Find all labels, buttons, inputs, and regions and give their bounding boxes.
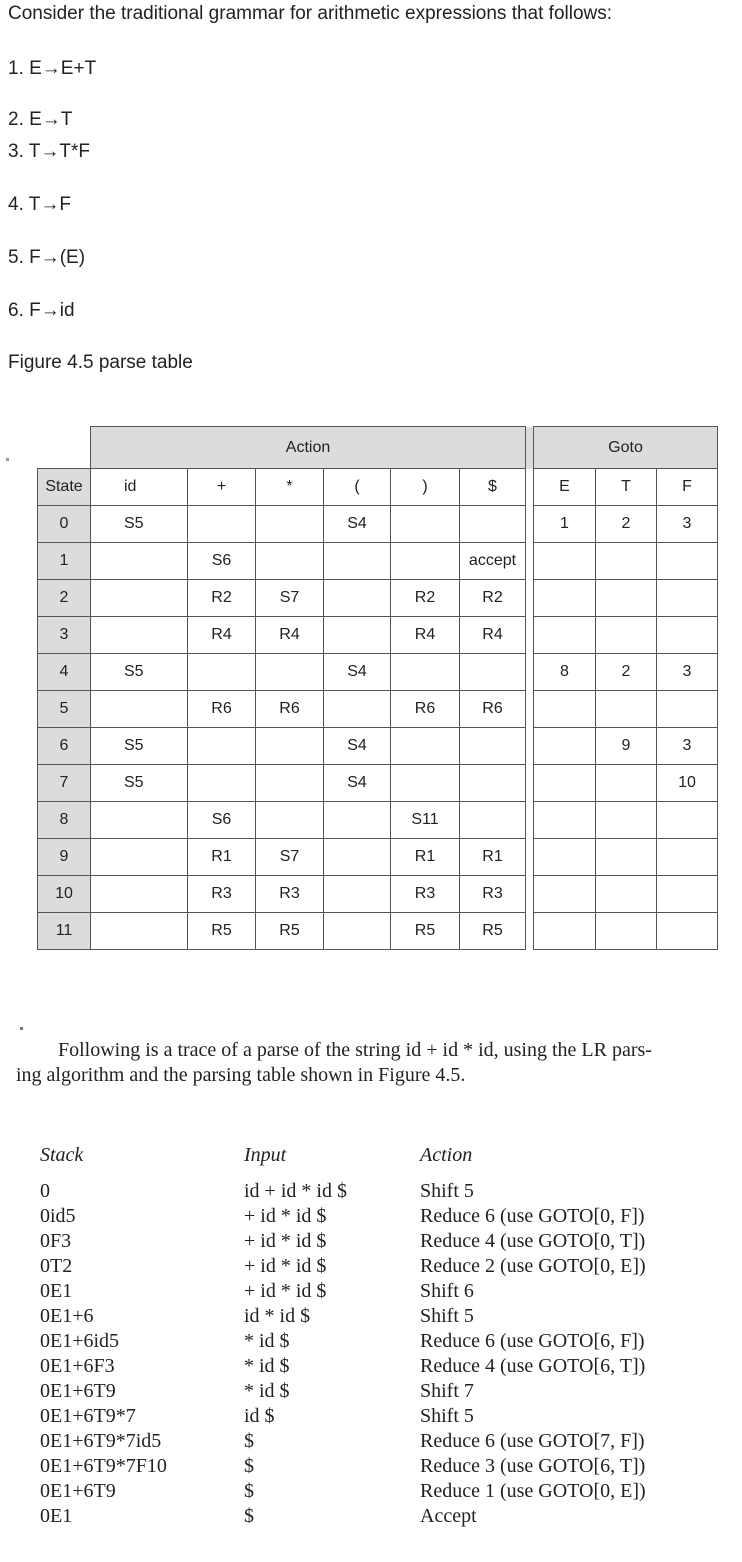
state-cell: 10: [38, 876, 91, 913]
table-cell: [91, 580, 188, 617]
table-cell: S7: [256, 580, 324, 617]
table-cell: [534, 543, 596, 580]
table-row: [38, 728, 718, 765]
table-cell: R5: [256, 913, 324, 950]
table-cell: R4: [460, 617, 526, 654]
table-cell: [460, 728, 526, 765]
table-cell: [596, 876, 657, 913]
table-cell: R5: [188, 913, 256, 950]
table-cell: R4: [256, 617, 324, 654]
table-cell: [657, 802, 718, 839]
goto-header: Goto: [534, 427, 718, 469]
stack-entry: 0E1+6id5: [40, 1330, 120, 1352]
table-cell: R2: [391, 580, 460, 617]
table-cell: R3: [256, 876, 324, 913]
grammar-rule: 5. F→(E): [8, 247, 86, 268]
table-cell: [657, 580, 718, 617]
state-cell: 3: [38, 617, 91, 654]
column-divider: [526, 654, 534, 691]
table-cell: [324, 617, 391, 654]
table-cell: [657, 913, 718, 950]
table-cell: [534, 765, 596, 802]
input-entry: + id * id $: [244, 1205, 327, 1227]
table-cell: [596, 691, 657, 728]
stack-entry: 0F3: [40, 1230, 72, 1252]
column-header: State: [38, 469, 91, 506]
table-cell: 8: [534, 654, 596, 691]
column-header: (: [324, 469, 391, 506]
column-header-row: [38, 469, 718, 506]
table-cell: R1: [460, 839, 526, 876]
column-header: id: [91, 469, 188, 506]
stack-entry: 0E1: [40, 1505, 73, 1527]
table-cell: [256, 728, 324, 765]
trace-stack-column: [40, 1143, 167, 1529]
table-cell: R3: [188, 876, 256, 913]
table-cell: [534, 691, 596, 728]
table-cell: [256, 506, 324, 543]
decorative-dot: [6, 458, 9, 461]
table-row: [38, 765, 718, 802]
input-entry: $: [244, 1430, 254, 1452]
table-cell: R5: [460, 913, 526, 950]
table-cell: 3: [657, 654, 718, 691]
trace-input-column: [244, 1143, 347, 1529]
action-entry: Reduce 4 (use GOTO[6, T]): [420, 1355, 646, 1377]
stack-entry: 0E1+6T9*7: [40, 1405, 136, 1427]
table-cell: 3: [657, 728, 718, 765]
table-row: [38, 580, 718, 617]
grammar-rule: 1. E→E+T: [8, 58, 97, 79]
column-divider: [526, 765, 534, 802]
table-cell: [324, 543, 391, 580]
state-cell: 9: [38, 839, 91, 876]
state-cell: 0: [38, 506, 91, 543]
column-header: +: [188, 469, 256, 506]
table-cell: 2: [596, 506, 657, 543]
table-cell: [188, 654, 256, 691]
stack-entry: 0E1+6F3: [40, 1355, 115, 1377]
column-divider: [526, 506, 534, 543]
table-cell: [657, 543, 718, 580]
table-cell: [460, 654, 526, 691]
table-cell: accept: [460, 543, 526, 580]
table-cell: R4: [188, 617, 256, 654]
table-cell: S5: [91, 654, 188, 691]
table-cell: S6: [188, 802, 256, 839]
table-cell: [534, 728, 596, 765]
input-entry: + id * id $: [244, 1255, 327, 1277]
input-header: Input: [244, 1144, 287, 1166]
table-cell: [256, 654, 324, 691]
table-cell: [324, 580, 391, 617]
table-cell: [534, 876, 596, 913]
table-cell: S4: [324, 765, 391, 802]
table-cell: [391, 765, 460, 802]
blank-corner: [38, 427, 91, 469]
table-cell: [657, 617, 718, 654]
column-divider: [526, 617, 534, 654]
decorative-dot: [20, 1027, 23, 1030]
column-divider: [526, 839, 534, 876]
input-entry: * id $: [244, 1330, 290, 1352]
table-row: [38, 691, 718, 728]
parse-table-body: [38, 506, 718, 950]
table-row: [38, 913, 718, 950]
table-row: [38, 654, 718, 691]
table-cell: [91, 617, 188, 654]
input-entry: * id $: [244, 1380, 290, 1402]
table-cell: [596, 543, 657, 580]
action-entry: Reduce 6 (use GOTO[6, F]): [420, 1330, 645, 1352]
state-cell: 1: [38, 543, 91, 580]
table-cell: [324, 802, 391, 839]
table-cell: [534, 913, 596, 950]
table-cell: [188, 765, 256, 802]
stack-entry: 0E1+6T9: [40, 1380, 116, 1402]
input-entry: id * id $: [244, 1305, 311, 1327]
table-cell: R6: [460, 691, 526, 728]
table-cell: [596, 802, 657, 839]
table-cell: [596, 580, 657, 617]
state-cell: 11: [38, 913, 91, 950]
input-entry: id $: [244, 1405, 275, 1427]
grammar-rule: 6. F→id: [8, 300, 75, 321]
input-entry: * id $: [244, 1355, 290, 1377]
input-entry: + id * id $: [244, 1280, 327, 1302]
trace-intro-line: ing algorithm and the parsing table shown in Figure 4.5.: [16, 1064, 466, 1086]
table-cell: 9: [596, 728, 657, 765]
column-divider: [526, 913, 534, 950]
table-cell: [596, 913, 657, 950]
table-cell: [657, 876, 718, 913]
table-cell: [534, 839, 596, 876]
table-cell: [324, 913, 391, 950]
table-row: [38, 543, 718, 580]
column-divider: [526, 876, 534, 913]
stack-entry: 0E1+6T9*7id5: [40, 1430, 162, 1452]
table-cell: [324, 839, 391, 876]
table-cell: R5: [391, 913, 460, 950]
table-cell: [188, 728, 256, 765]
table-cell: [91, 691, 188, 728]
trace-intro: [16, 1038, 716, 1088]
table-cell: [188, 506, 256, 543]
state-cell: 2: [38, 580, 91, 617]
table-cell: [460, 765, 526, 802]
column-header: E: [534, 469, 596, 506]
table-row: [38, 839, 718, 876]
table-cell: S5: [91, 506, 188, 543]
table-cell: R1: [188, 839, 256, 876]
stack-entry: 0T2: [40, 1255, 73, 1277]
table-cell: [324, 876, 391, 913]
table-cell: R2: [188, 580, 256, 617]
table-cell: S4: [324, 728, 391, 765]
intro-text: Consider the traditional grammar for arithmetic expressions that follows:: [8, 3, 613, 24]
stack-entry: 0: [40, 1180, 50, 1202]
column-divider: [526, 427, 534, 469]
column-divider: [526, 469, 534, 506]
table-cell: R6: [188, 691, 256, 728]
table-cell: [91, 802, 188, 839]
table-cell: [256, 543, 324, 580]
table-cell: [596, 839, 657, 876]
column-header: ): [391, 469, 460, 506]
trace-intro-line: Following is a trace of a parse of the string id + id * id, using the LR pars-: [58, 1039, 652, 1061]
state-cell: 8: [38, 802, 91, 839]
stack-entry: 0E1+6T9: [40, 1480, 116, 1502]
column-header: F: [657, 469, 718, 506]
action-entry: Shift 5: [420, 1405, 474, 1427]
table-cell: S6: [188, 543, 256, 580]
table-cell: R1: [391, 839, 460, 876]
table-cell: [657, 839, 718, 876]
table-cell: [91, 876, 188, 913]
table-cell: S4: [324, 654, 391, 691]
table-cell: [596, 617, 657, 654]
table-cell: [657, 691, 718, 728]
action-entry: Accept: [420, 1505, 477, 1527]
action-entry: Shift 5: [420, 1305, 474, 1327]
stack-entry: 0E1+6: [40, 1305, 94, 1327]
figure-label: Figure 4.5 parse table: [8, 352, 193, 373]
action-entry: Reduce 3 (use GOTO[6, T]): [420, 1455, 646, 1477]
table-cell: S7: [256, 839, 324, 876]
table-cell: R3: [391, 876, 460, 913]
table-cell: S4: [324, 506, 391, 543]
action-entry: Reduce 1 (use GOTO[0, E]): [420, 1480, 646, 1502]
table-cell: [256, 802, 324, 839]
table-cell: S5: [91, 728, 188, 765]
table-cell: R4: [391, 617, 460, 654]
grammar-rule: 4. T→F: [8, 194, 71, 215]
table-cell: [534, 802, 596, 839]
table-row: [38, 617, 718, 654]
action-entry: Reduce 2 (use GOTO[0, E]): [420, 1255, 646, 1277]
table-cell: [91, 913, 188, 950]
table-cell: 3: [657, 506, 718, 543]
action-header: Action: [91, 427, 526, 469]
parse-table: [37, 426, 718, 950]
input-entry: + id * id $: [244, 1230, 327, 1252]
action-entry: Reduce 6 (use GOTO[7, F]): [420, 1430, 645, 1452]
table-cell: [391, 543, 460, 580]
column-header: T: [596, 469, 657, 506]
state-cell: 7: [38, 765, 91, 802]
action-entry: Shift 7: [420, 1380, 474, 1402]
table-row: [38, 876, 718, 913]
action-header: Action: [420, 1144, 473, 1166]
table-cell: R6: [391, 691, 460, 728]
column-header: $: [460, 469, 526, 506]
table-cell: S11: [391, 802, 460, 839]
table-cell: S5: [91, 765, 188, 802]
column-divider: [526, 728, 534, 765]
table-cell: 2: [596, 654, 657, 691]
table-cell: [391, 506, 460, 543]
table-cell: [324, 691, 391, 728]
stack-header: Stack: [40, 1144, 84, 1166]
table-cell: [391, 654, 460, 691]
table-cell: [534, 617, 596, 654]
table-cell: [460, 506, 526, 543]
table-cell: [91, 839, 188, 876]
table-cell: R6: [256, 691, 324, 728]
stack-entry: 0E1: [40, 1280, 73, 1302]
action-entry: Reduce 4 (use GOTO[0, T]): [420, 1230, 646, 1252]
column-divider: [526, 580, 534, 617]
stack-entry: 0E1+6T9*7F10: [40, 1455, 167, 1477]
action-entry: Reduce 6 (use GOTO[0, F]): [420, 1205, 645, 1227]
table-cell: [534, 580, 596, 617]
input-entry: $: [244, 1455, 254, 1477]
grammar-rule: 2. E→T: [8, 109, 73, 130]
action-entry: Shift 5: [420, 1180, 474, 1202]
state-cell: 6: [38, 728, 91, 765]
input-entry: $: [244, 1480, 254, 1502]
grammar-rule: 3. T→T*F: [8, 141, 90, 162]
input-entry: id + id * id $: [244, 1180, 347, 1202]
table-cell: [596, 765, 657, 802]
table-cell: [91, 543, 188, 580]
table-cell: R3: [460, 876, 526, 913]
column-header: *: [256, 469, 324, 506]
table-row: [38, 802, 718, 839]
table-cell: 1: [534, 506, 596, 543]
table-cell: R2: [460, 580, 526, 617]
trace-action-column: [420, 1143, 646, 1529]
column-divider: [526, 543, 534, 580]
table-cell: [460, 802, 526, 839]
table-row: [38, 506, 718, 543]
stack-entry: 0id5: [40, 1205, 76, 1227]
table-cell: 10: [657, 765, 718, 802]
input-entry: $: [244, 1505, 254, 1527]
column-divider: [526, 691, 534, 728]
state-cell: 5: [38, 691, 91, 728]
action-entry: Shift 6: [420, 1280, 474, 1302]
table-header-row: [38, 427, 718, 469]
column-divider: [526, 802, 534, 839]
state-cell: 4: [38, 654, 91, 691]
table-cell: [391, 728, 460, 765]
table-cell: [256, 765, 324, 802]
